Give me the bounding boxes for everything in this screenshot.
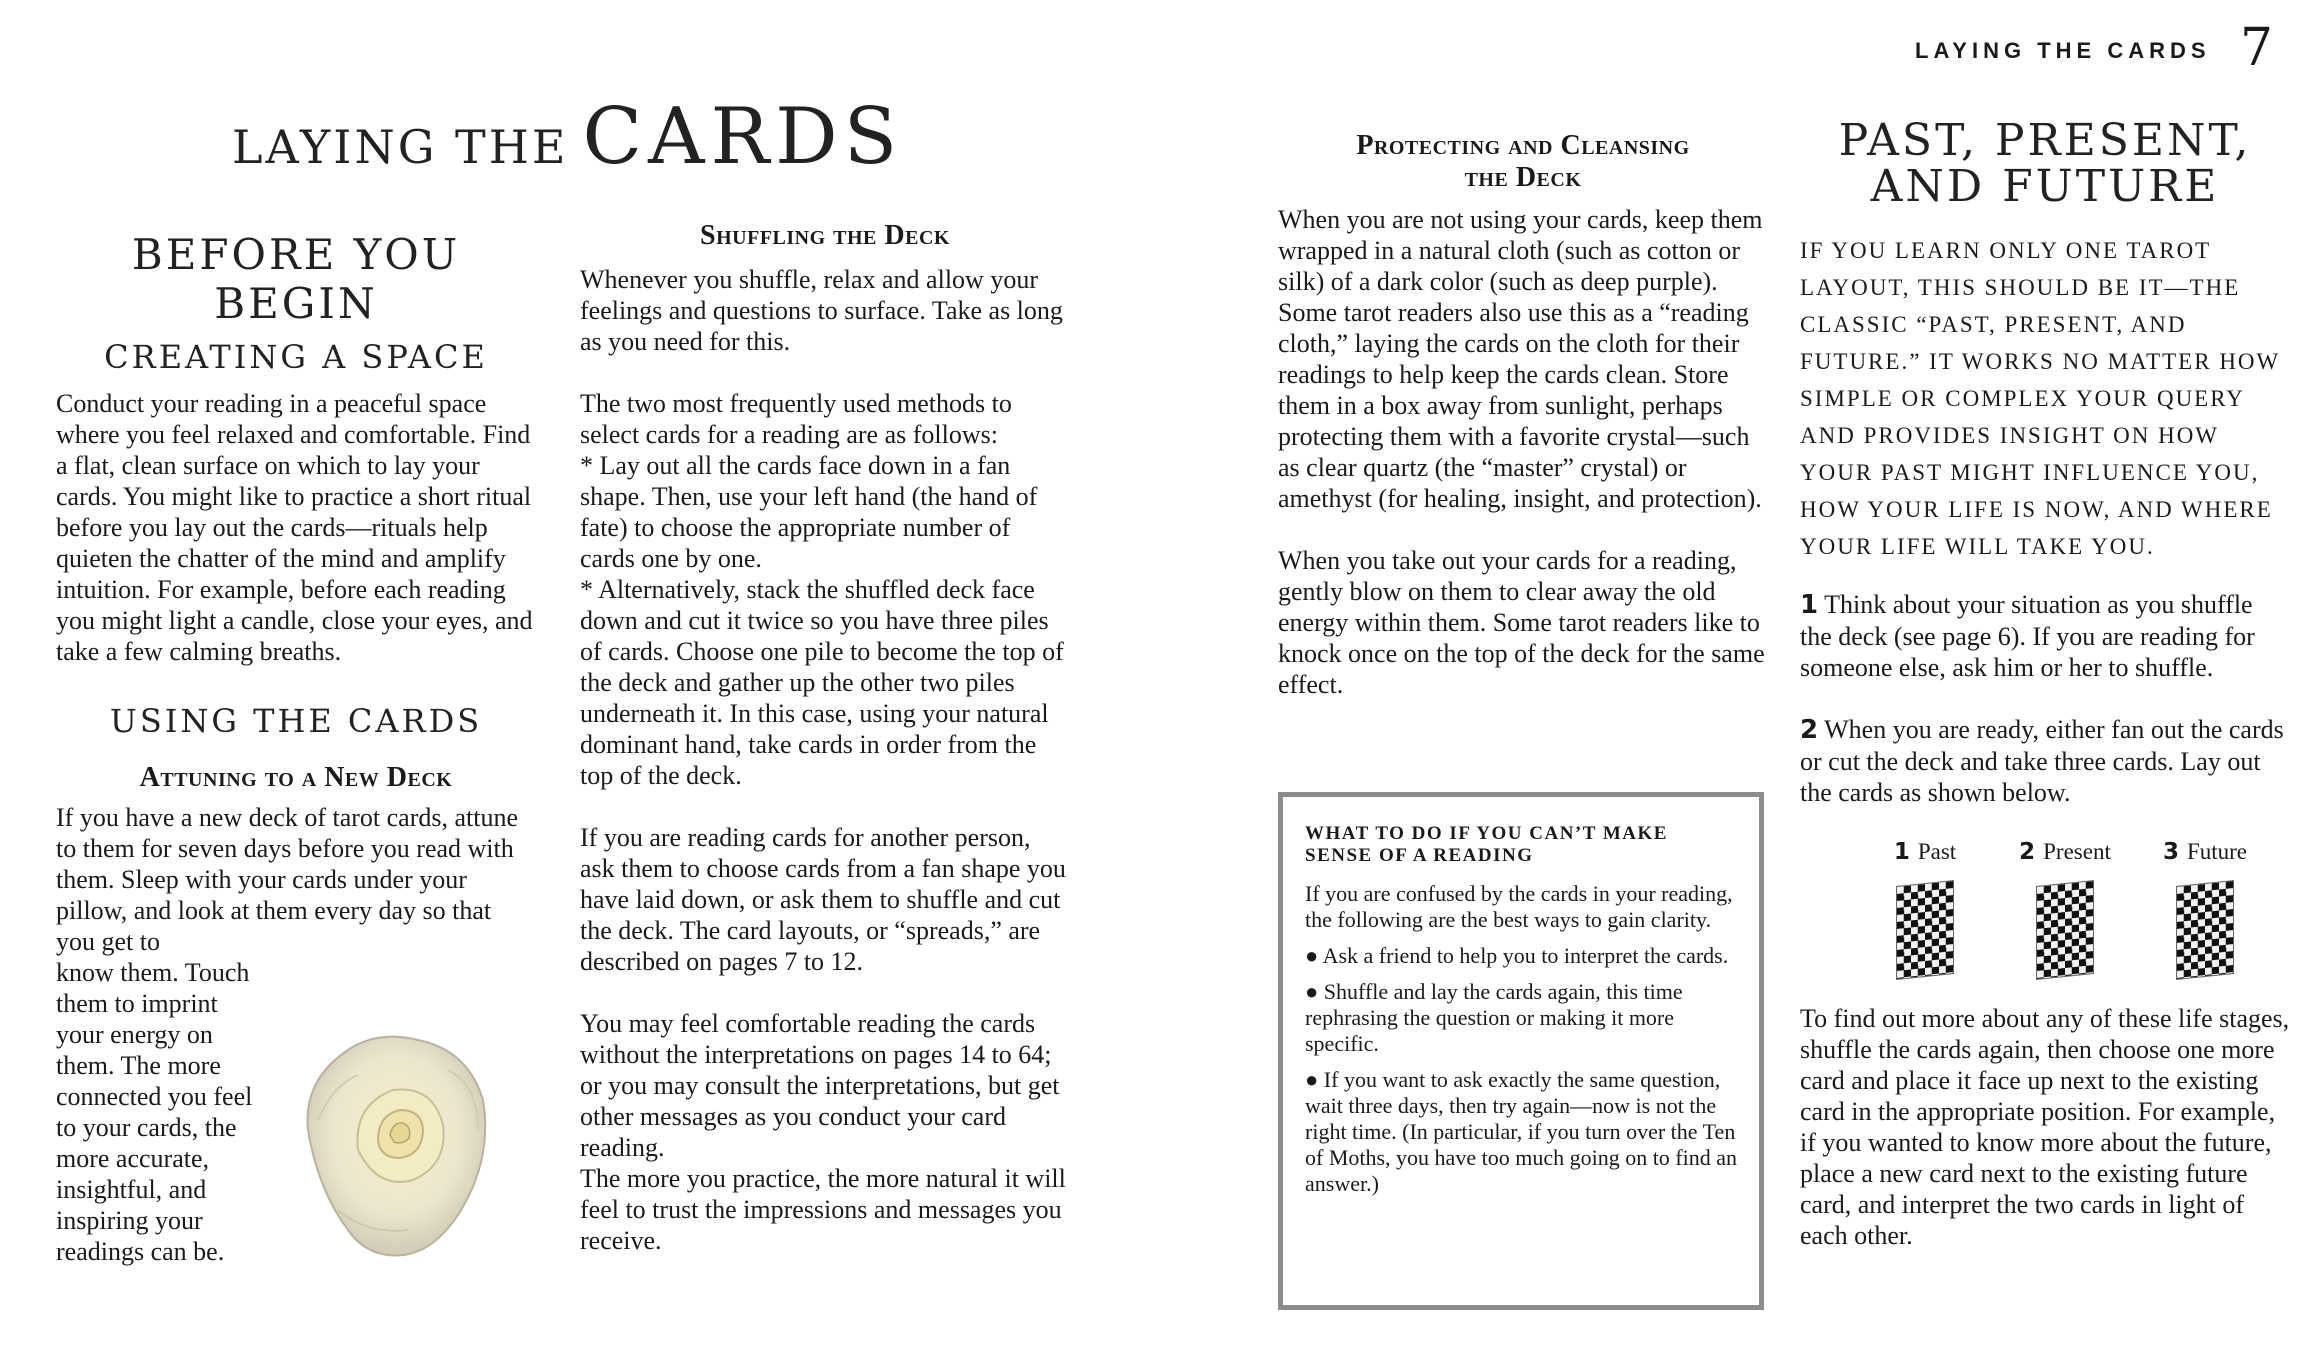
heading-past-present-line2: AND FUTURE <box>1870 161 2220 212</box>
main-title-part1: LAYING THE <box>232 120 569 174</box>
tip-box-item: ● Shuffle and lay the cards again, this time rephrasing the question or making it more specific. <box>1305 979 1683 1056</box>
step-1-text: Think about your situation as you shuffle the deck (see page 6). If you are reading for someone else, ask him or her to shuffle. <box>1800 590 2255 682</box>
step-1 <box>1800 589 2290 683</box>
page-number: 7 <box>2240 18 2274 78</box>
text-line: them. The more <box>56 1051 221 1080</box>
step-2-number: 2 <box>1800 715 1819 745</box>
text-line: know them. Touch <box>56 958 250 987</box>
main-title <box>232 92 912 182</box>
heading-past-present-line1: PAST, PRESENT, <box>1838 115 2252 166</box>
main-title-part2: CARDS <box>582 92 904 182</box>
text-line: your energy on <box>56 1020 213 1049</box>
paragraph-blow-cards: When you take out your cards for a reading, gently blow on them to clear away the old energy within them. Some tarot readers like to knock once on the top of the deck for the same effect. <box>1278 546 1765 699</box>
card-label: Future <box>2186 839 2248 864</box>
tarot-card-back <box>2036 880 2094 980</box>
subheading-creating-a-space: CREATING A SPACE <box>104 338 488 376</box>
tip-box-item: ● If you want to ask exactly the same question, wait three days, then try again—now is not the right time. (In particular, if you turn over the Ten of Moths, you have too much going on to find an answer.) <box>1305 1067 1738 1196</box>
text-line: to your cards, the <box>56 1113 237 1142</box>
heading-before-you-begin: BEFORE YOU BEGIN <box>131 230 461 328</box>
card-position-future <box>2140 839 2270 977</box>
card-label: Past <box>1917 839 1957 864</box>
heading-shuffling: Shuffling the Deck <box>700 220 950 251</box>
column-2 <box>580 220 1070 1256</box>
tip-box-title: WHAT TO DO IF YOU CAN’T MAKE SENSE OF A READING <box>1305 823 1668 866</box>
tip-box-item: ● Ask a friend to help you to interpret the cards. <box>1305 943 1729 968</box>
paragraph-method-stack: * Alternatively, stack the shuffled deck face down and cut it twice so you have three piles of cards. Choose one pile to become the top of the deck and gather up the other two piles underneath it. In this case, using your natural dominant hand, take cards in order from the top of the deck. <box>580 575 1064 790</box>
paragraph-creating-space: Conduct your reading in a peaceful space where you feel relaxed and comfortable. Find a flat, clean surface on which to lay your cards. You might like to practice a short ritual before you lay out the cards—rituals help quieten the chatter of the mind and amplify intuition. For example, before each reading you might light a candle, close your eyes, and take a few calming breaths. <box>56 389 533 666</box>
card-number: 3 <box>2162 839 2179 865</box>
paragraph-layout-intro: IF YOU LEARN ONLY ONE TAROT LAYOUT, THIS SHOULD BE IT—THE CLASSIC “PAST, PRESENT, AND FUTURE.” IT WORKS NO MATTER HOW SIMPLE OR COMPLEX YOUR QUERY AND PROVIDES INSIGHT ON HOW YOUR PAST MIGHT INFLUENCE YOU, HOW YOUR LIFE IS NOW, AND WHERE YOUR LIFE WILL TAKE YOU. <box>1800 238 2280 559</box>
text-line: insightful, and <box>56 1175 207 1204</box>
paragraph-attuning: If you have a new deck of tarot cards, attune to them for seven days before you read with them. Sleep with your cards under your pillow, and look at them every day so that you get to <box>56 803 519 956</box>
text-line: more accurate, <box>56 1144 210 1173</box>
running-head-title: LAYING THE CARDS <box>1915 38 2211 63</box>
tip-box-intro: If you are confused by the cards in your reading, the following are the best ways to gain clarity. <box>1305 881 1733 932</box>
paragraph-shuffle-relax: Whenever you shuffle, relax and allow your feelings and questions to surface. Take as long as you need for this. <box>580 265 1063 356</box>
text-line: them to imprint <box>56 989 218 1018</box>
heading-protecting-line2: the Deck <box>1464 162 1582 193</box>
card-position-past <box>1860 839 1990 977</box>
paragraph-find-out-more: To find out more about any of these life stages, shuffle the cards again, then choose one more card and place it face up next to the existing card in the appropriate position. For example, if you wanted to know more about the future, place a new card next to the existing future card, and interpret the two cards in light of each other. <box>1800 1004 2290 1250</box>
step-2-text: When you are ready, either fan out the cards or cut the deck and take three cards. Lay out the cards as shown below. <box>1800 715 2284 807</box>
text-line: readings can be. <box>56 1237 225 1266</box>
paragraph-practice: The more you practice, the more natural it will feel to trust the impressions and messages you receive. <box>580 1164 1066 1255</box>
card-number: 2 <box>2019 839 2036 865</box>
card-spread <box>1860 839 2270 977</box>
paragraph-reading-another: If you are reading cards for another person, ask them to choose cards from a fan shape you have laid down, or ask them to shuffle and cut the deck. The card layouts, or “spreads,” are described on pages 7 to 12. <box>580 823 1066 976</box>
subheading-attuning: Attuning to a New Deck <box>139 762 453 793</box>
text-line: inspiring your <box>56 1206 203 1235</box>
column-3 <box>1278 130 1768 731</box>
heading-protecting-line1: Protecting and Cleansing <box>1356 130 1690 161</box>
white-rose-image <box>278 990 508 1280</box>
paragraph-wrap-cards: When you are not using your cards, keep them wrapped in a natural cloth (such as cotton or silk) of a dark color (such as deep purple). Some tarot readers also use this as a “reading cloth,” laying the cards on the cloth for their readings to help keep the cards clean. Store them in a box away from sunlight, perhaps protecting them with a favorite crystal—such as clear quartz (the “master” crystal) or amethyst (for healing, insight, and protection). <box>1278 205 1763 513</box>
card-label: Present <box>2043 839 2111 864</box>
tarot-card-back <box>1896 880 1954 980</box>
paragraph-methods-intro: The two most frequently used methods to select cards for a reading are as follows: <box>580 389 1012 449</box>
text-line: connected you feel <box>56 1082 253 1111</box>
card-position-present <box>2000 839 2130 977</box>
paragraph-method-fan: * Lay out all the cards face down in a fan shape. Then, use your left hand (the hand of fate) to choose the appropriate number of cards one by one. <box>580 451 1038 573</box>
step-2 <box>1800 714 2290 808</box>
column-4 <box>1800 115 2290 1251</box>
step-1-number: 1 <box>1800 590 1819 620</box>
tip-box <box>1278 792 1764 1310</box>
tarot-card-back <box>2176 880 2234 980</box>
heading-using-the-cards: USING THE CARDS <box>109 702 483 740</box>
card-number: 1 <box>1893 839 1910 865</box>
paragraph-interpretations: You may feel comfortable reading the cards without the interpretations on pages 14 to 64; or you may consult the interpretations, but get other messages as you conduct your card reading. <box>580 1009 1060 1162</box>
